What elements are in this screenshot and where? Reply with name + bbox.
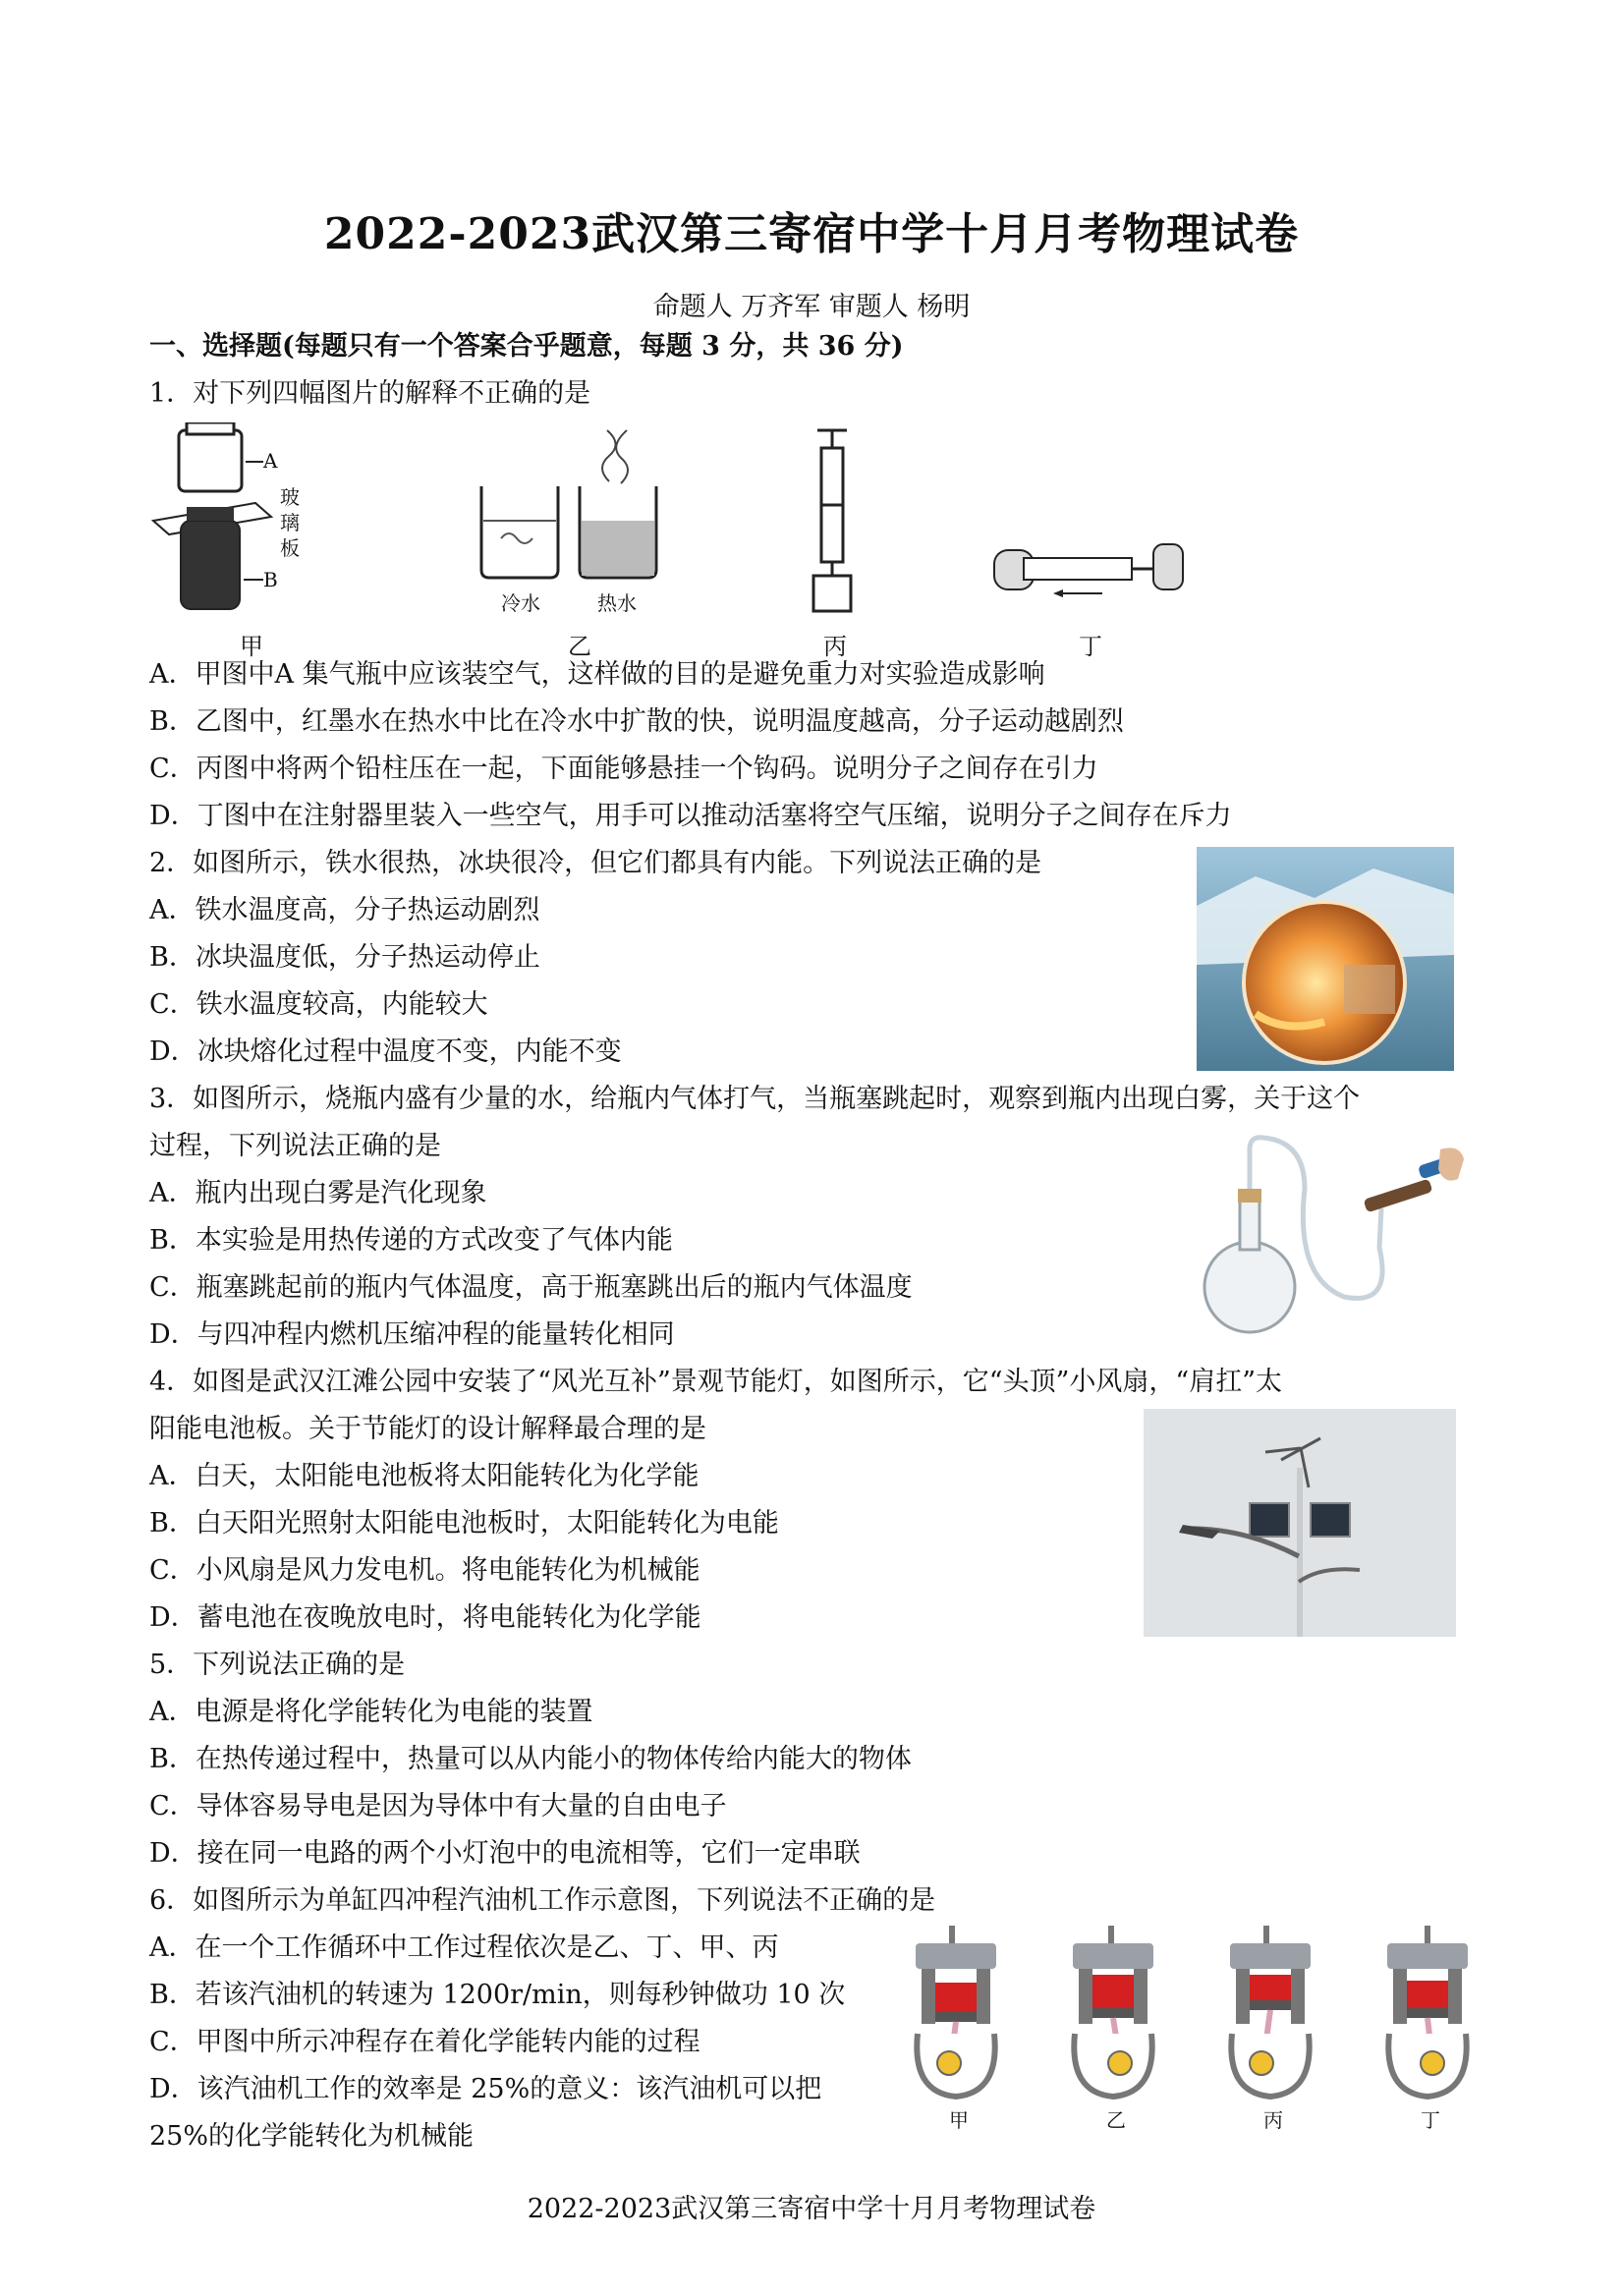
q6-option-d: D．该汽油机工作的效率是 25%的意义：该汽油机可以把 bbox=[149, 2074, 822, 2104]
page-title: 2022-2023武汉第三寄宿中学十月月考物理试卷 bbox=[323, 209, 1300, 259]
q1-mark-b: B bbox=[263, 568, 278, 591]
q5-stem: 5．下列说法正确的是 bbox=[149, 1650, 406, 1680]
q1-stem: 1．对下列四幅图片的解释不正确的是 bbox=[149, 378, 591, 409]
q4-option-c: C．小风扇是风力发电机。将电能转化为机械能 bbox=[149, 1555, 700, 1586]
q6-stem: 6．如图所示为单缸四冲程汽油机工作示意图，下列说法不正确的是 bbox=[149, 1885, 936, 1916]
q5-option-b: B．在热传递过程中，热量可以从内能小的物体传给内能大的物体 bbox=[149, 1744, 912, 1774]
q1-fig-label-jia: 甲 bbox=[240, 633, 263, 660]
section-heading: 一、选择题(每题只有一个答案合乎题意，每题 3 分，共 36 分) bbox=[149, 331, 904, 362]
q3-option-b: B．本实验是用热传递的方式改变了气体内能 bbox=[149, 1225, 673, 1256]
q3-stem-line2: 过程，下列说法正确的是 bbox=[149, 1131, 441, 1161]
q1-fig-label-yi: 乙 bbox=[568, 633, 591, 660]
q1-figure-ding-syringe bbox=[984, 531, 1191, 609]
q6-engine-bing bbox=[1216, 1926, 1324, 2102]
q1-figure-yi-beakers bbox=[472, 422, 688, 580]
q1-figure-bing-lead-cylinders bbox=[798, 428, 867, 615]
q1-fig-label-ding: 丁 bbox=[1079, 633, 1102, 660]
q4-option-b: B．白天阳光照射太阳能电池板时，太阳能转化为电能 bbox=[149, 1508, 779, 1539]
q6-option-b: B．若该汽油机的转速为 1200r/min，则每秒钟做功 10 次 bbox=[149, 1980, 846, 2010]
q6-fig-label-bing: 丙 bbox=[1263, 2108, 1283, 2132]
q2-photo-molten-iron-ice bbox=[1197, 847, 1454, 1071]
q4-stem-line1: 4．如图是武汉江滩公园中安装了“风光互补”景观节能灯，如图所示，它“头顶”小风扇，“肩扛”太 bbox=[149, 1367, 1282, 1397]
q6-fig-label-ding: 丁 bbox=[1421, 2108, 1440, 2132]
q6-option-a: A．在一个工作循环中工作过程依次是乙、丁、甲、丙 bbox=[149, 1932, 779, 1963]
q4-stem-line2: 阳能电池板。关于节能灯的设计解释最合理的是 bbox=[149, 1414, 706, 1444]
q6-fig-label-jia: 甲 bbox=[949, 2108, 969, 2132]
q6-engine-jia bbox=[902, 1926, 1010, 2102]
q1-mark-glass-2: 璃 bbox=[280, 511, 300, 534]
q6-engine-yi bbox=[1059, 1926, 1167, 2102]
q5-option-c: C．导体容易导电是因为导体中有大量的自由电子 bbox=[149, 1791, 727, 1821]
q1-fig-label-bing: 丙 bbox=[823, 633, 847, 660]
q1-option-d: D．丁图中在注射器里装入一些空气，用手可以推动活塞将空气压缩，说明分子之间存在斥力 bbox=[149, 801, 1232, 831]
q1-mark-glass-1: 玻 bbox=[280, 485, 300, 509]
authors-line: 命题人 万齐军 审题人 杨明 bbox=[652, 292, 971, 322]
q6-option-d-continued: 25%的化学能转化为机械能 bbox=[149, 2121, 475, 2152]
q2-option-b: B．冰块温度低，分子热运动停止 bbox=[149, 942, 540, 973]
q2-stem: 2．如图所示，铁水很热，冰块很冷，但它们都具有内能。下列说法正确的是 bbox=[149, 848, 1042, 878]
page-footer: 2022-2023武汉第三寄宿中学十月月考物理试卷 bbox=[527, 2194, 1096, 2224]
q3-photo-flask-pump bbox=[1187, 1130, 1464, 1338]
q3-option-c: C．瓶塞跳起前的瓶内气体温度，高于瓶塞跳出后的瓶内气体温度 bbox=[149, 1272, 913, 1303]
q3-option-d: D．与四冲程内燃机压缩冲程的能量转化相同 bbox=[149, 1319, 675, 1350]
q1-mark-a: A bbox=[263, 449, 278, 473]
q1-label-hot-water: 热水 bbox=[597, 591, 637, 615]
q1-mark-glass-3: 板 bbox=[280, 536, 300, 560]
q1-option-a: A．甲图中A 集气瓶中应该装空气，这样做的目的是避免重力对实验造成影响 bbox=[149, 659, 1045, 690]
q2-option-c: C．铁水温度较高，内能较大 bbox=[149, 989, 488, 1020]
q2-option-a: A．铁水温度高，分子热运动剧烈 bbox=[149, 895, 540, 925]
q6-engine-ding bbox=[1373, 1926, 1482, 2102]
q4-option-d: D．蓄电池在夜晚放电时，将电能转化为化学能 bbox=[149, 1602, 701, 1633]
q2-option-d: D．冰块熔化过程中温度不变，内能不变 bbox=[149, 1036, 622, 1067]
q1-option-b: B．乙图中，红墨水在热水中比在冷水中扩散的快，说明温度越高，分子运动越剧烈 bbox=[149, 706, 1124, 737]
q5-option-d: D．接在同一电路的两个小灯泡中的电流相等，它们一定串联 bbox=[149, 1838, 861, 1869]
q3-stem-line1: 3．如图所示，烧瓶内盛有少量的水，给瓶内气体打气，当瓶塞跳起时，观察到瓶内出现白雾，关于这个 bbox=[149, 1084, 1361, 1114]
q3-option-a: A．瓶内出现白雾是汽化现象 bbox=[149, 1178, 487, 1208]
q1-label-cold-water: 冷水 bbox=[501, 591, 540, 615]
q5-option-a: A．电源是将化学能转化为电能的装置 bbox=[149, 1697, 593, 1727]
q1-option-c: C．丙图中将两个铅柱压在一起，下面能够悬挂一个钩码。说明分子之间存在引力 bbox=[149, 754, 1098, 784]
q6-option-c: C．甲图中所示冲程存在着化学能转内能的过程 bbox=[149, 2027, 700, 2057]
q4-photo-street-lamp bbox=[1144, 1409, 1456, 1637]
q6-fig-label-yi: 乙 bbox=[1106, 2108, 1126, 2132]
q4-option-a: A．白天，太阳能电池板将太阳能转化为化学能 bbox=[149, 1461, 700, 1491]
